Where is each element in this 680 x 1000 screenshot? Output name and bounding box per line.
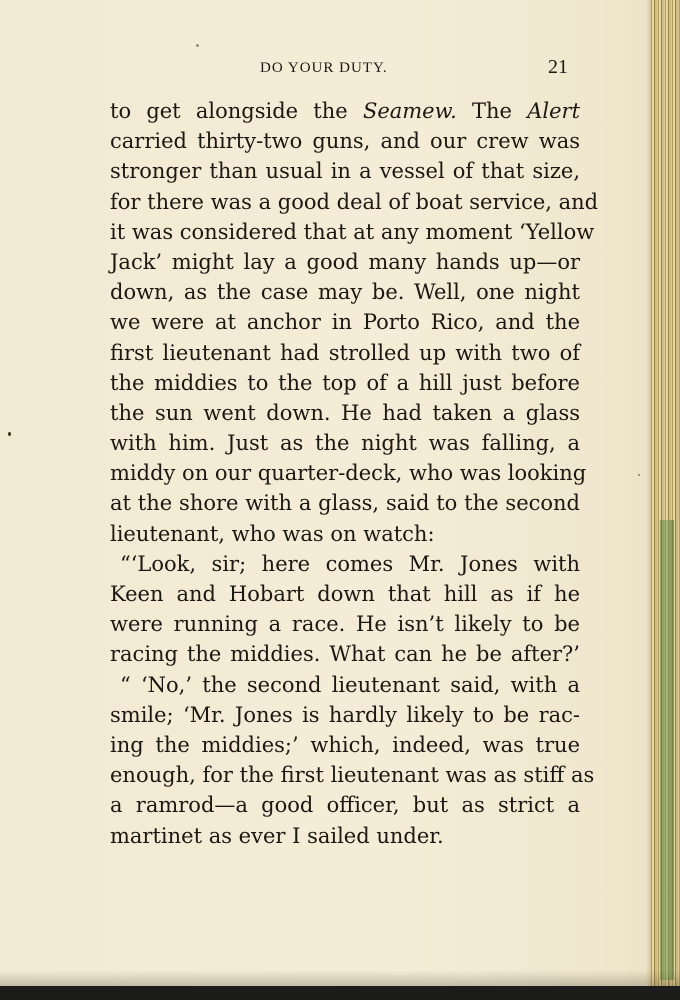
paper-speck (8, 432, 11, 436)
page-header (0, 56, 660, 84)
text-line: down, as the case may be. Well, one night (110, 280, 580, 305)
text-line: “‘Look, sir; here comes Mr. Jones with (120, 551, 580, 576)
text-line: to get alongside the Seamew. The Alert (110, 99, 581, 123)
ship-name-alert: Alert (527, 99, 581, 123)
running-title: DO YOUR DUTY. (260, 60, 388, 76)
text-line: lieutenant, who was on watch: (110, 521, 435, 546)
page-number: 21 (548, 56, 568, 78)
text-line: were running a race. He isn’t likely to be (110, 612, 580, 637)
body-text (110, 96, 599, 851)
bottom-edge (0, 986, 680, 1000)
paper-speck (638, 474, 640, 476)
text-line: it was considered that at any moment ‘Yellow (110, 219, 595, 244)
ship-name-seamew: Seamew. (362, 99, 457, 123)
text-line: racing the middies. What can he be after?’ (110, 642, 580, 667)
text-line: the middies to the top of a hill just before (110, 370, 580, 395)
text-line: at the shore with a glass, said to the second (110, 491, 580, 516)
text-line: first lieutenant had strolled up with two of (110, 340, 580, 365)
text-line: we were at anchor in Porto Rico, and the (110, 310, 580, 335)
text-line: a ramrod—a good officer, but as strict a (110, 793, 580, 818)
text-line: stronger than usual in a vessel of that size, (110, 159, 580, 184)
bottom-shadow (0, 970, 680, 986)
text-line: ing the middies;’ which, indeed, was true (110, 732, 580, 757)
cover-edge (660, 520, 674, 980)
text-line: smile; ‘Mr. Jones is hardly likely to be rac- (110, 702, 580, 727)
text-line: Keen and Hobart down that hill as if he (110, 582, 580, 606)
text-line: with him. Just as the night was falling, a (110, 431, 580, 456)
text-line: Jack’ might lay a good many hands up—or (110, 249, 580, 274)
text-line: carried thirty-two guns, and our crew was (110, 129, 580, 154)
text-line: enough, for the first lieutenant was as stiff as (110, 763, 595, 788)
text-line: for there was a good deal of boat service, and (110, 189, 599, 214)
paper-speck (196, 44, 199, 47)
text-line: the sun went down. He had taken a glass (110, 400, 580, 425)
text-line: martinet as ever I sailed under. (110, 823, 444, 848)
text-line: “ ‘No,’ the second lieutenant said, with a (120, 672, 580, 697)
text-line: middy on our quarter-deck, who was looking (110, 461, 587, 486)
